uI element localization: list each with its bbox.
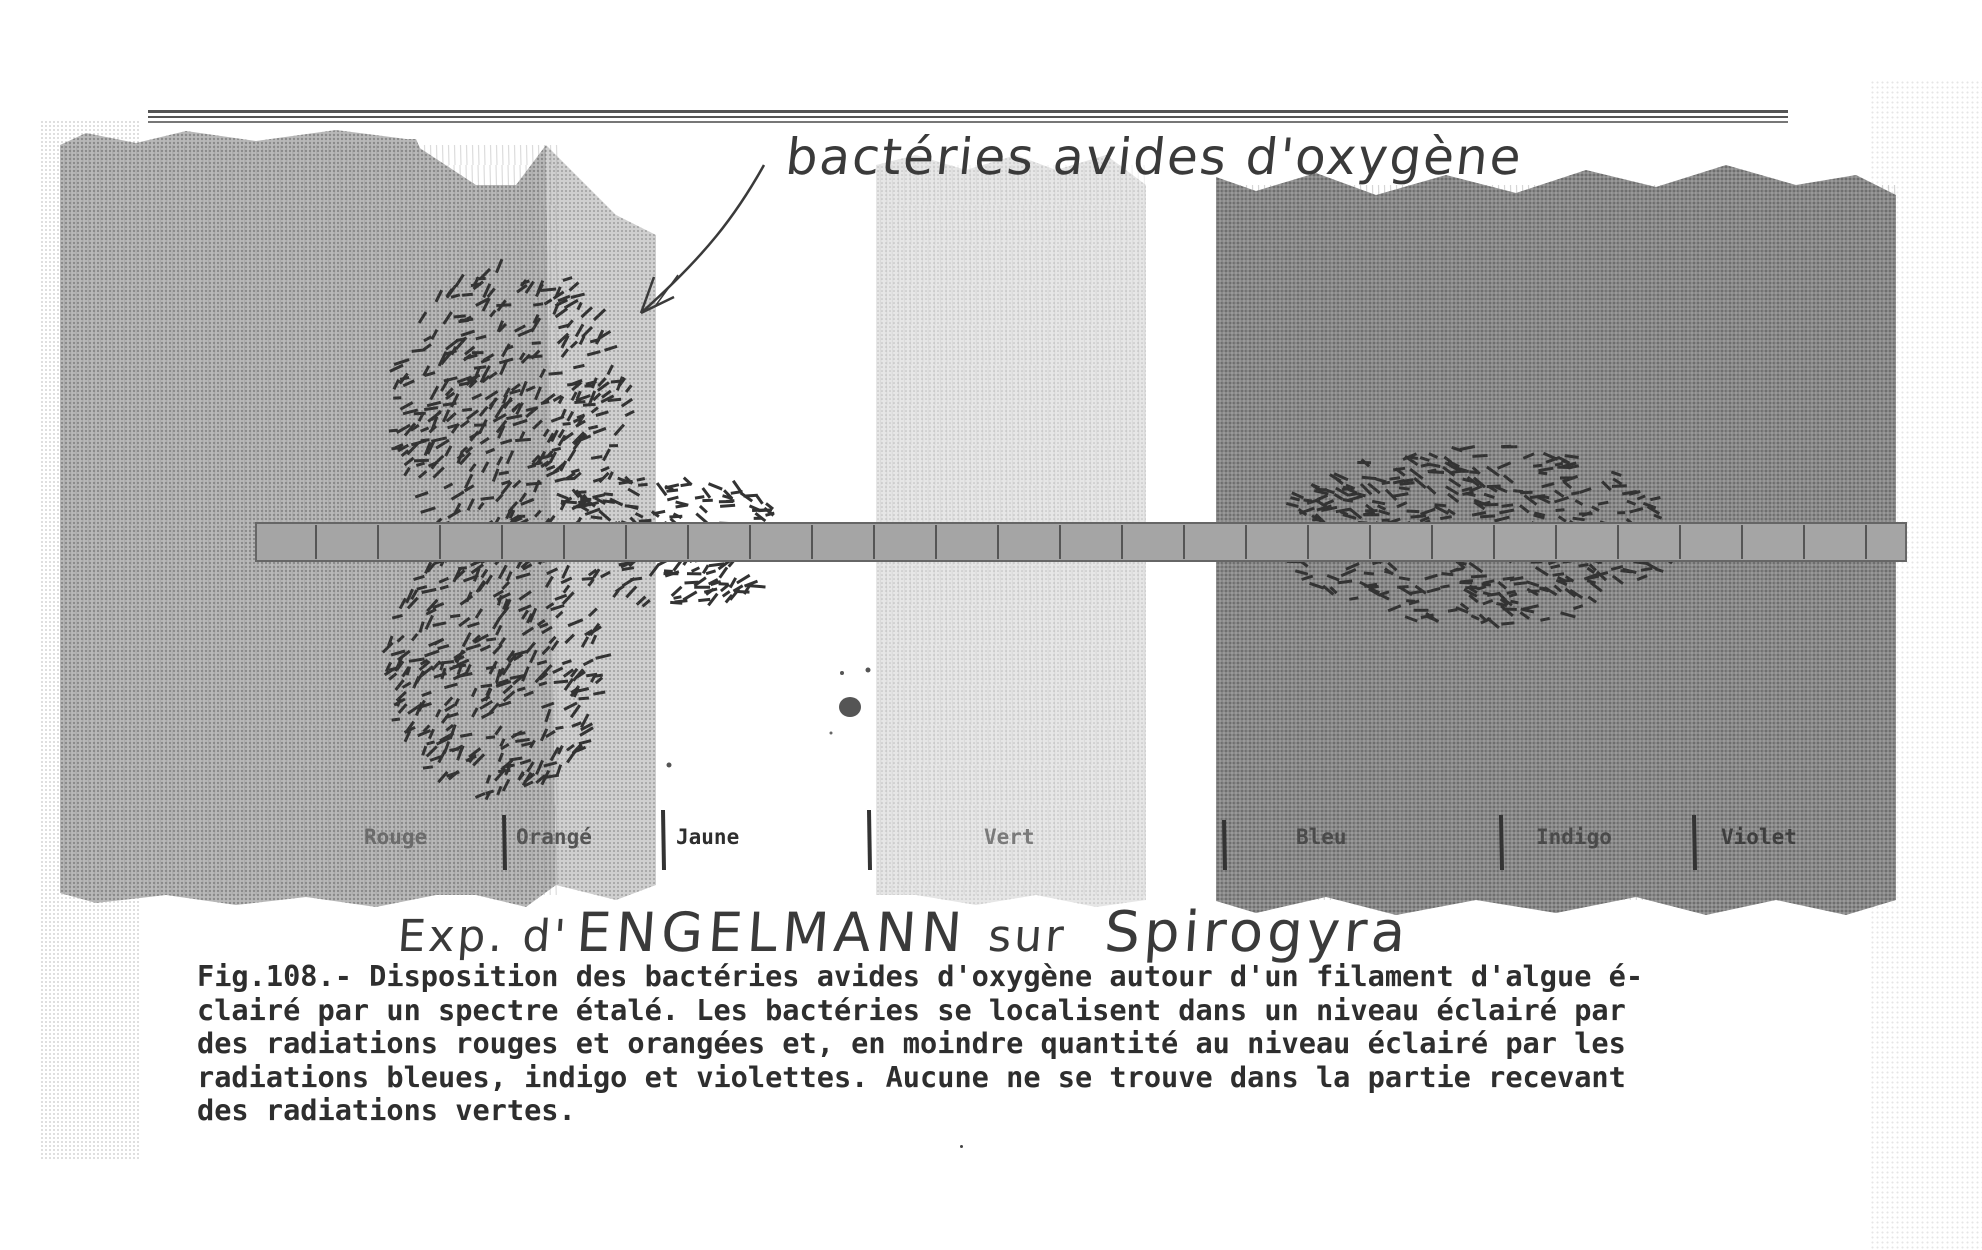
bacterium: [456, 339, 465, 341]
bacterium: [1364, 573, 1374, 574]
bacterium: [766, 513, 775, 515]
bacterium: [1407, 511, 1420, 512]
bacterium: [1507, 591, 1516, 593]
bacterium: [1641, 568, 1652, 570]
spectrum-label-orange: Orangé: [516, 825, 592, 849]
bacterium: [591, 517, 602, 518]
bacterium: [1480, 516, 1495, 517]
bacterium: [515, 739, 529, 741]
caption-line: des radiations vertes.: [197, 1093, 576, 1127]
bacterium: [1404, 480, 1413, 481]
caption-line: clairé par un spectre étalé. Les bactéries se localisent dans un niveau éclairé par: [197, 992, 1626, 1027]
caption-line: radiations bleues, indigo et violettes. Aucune ne se trouve dans la partie recevant: [197, 1059, 1626, 1094]
bacterium: [1440, 586, 1449, 588]
spectrum-label-violet: Violet: [1721, 825, 1797, 849]
bacterium: [1304, 500, 1312, 501]
top-rule: [148, 116, 1788, 118]
stray-mark: [960, 1145, 963, 1148]
spectrum-label-bleu: Bleu: [1296, 825, 1347, 849]
bacterium: [1540, 618, 1549, 620]
bacterium: [766, 503, 773, 509]
bacterium: [676, 505, 687, 507]
bacterium: [549, 373, 563, 374]
algae-filament: [256, 523, 1906, 561]
spectrum-label-rouge: Rouge: [364, 825, 428, 849]
spectrum-label-indigo: Indigo: [1536, 825, 1612, 849]
bacterium: [750, 586, 766, 587]
bacterium: [1502, 505, 1514, 507]
bacterium: [704, 589, 717, 592]
bacterium: [675, 601, 688, 602]
bacterium: [622, 568, 634, 570]
bacterium: [443, 403, 457, 405]
caption-line: Fig.108.- Disposition des bactéries avides d'oxygène autour d'un filament d'algue é-: [197, 959, 1644, 993]
bacterium: [499, 472, 509, 474]
bacterium: [1612, 486, 1627, 487]
bacterium: [1399, 488, 1410, 489]
bacterium: [692, 568, 700, 572]
bacterium: [1555, 463, 1563, 465]
bacterium: [664, 571, 673, 572]
bacterium: [532, 343, 541, 344]
bacterium: [1397, 587, 1409, 588]
bacterium: [414, 413, 426, 414]
bacterium: [591, 457, 602, 459]
bacterium: [638, 484, 648, 485]
bacterium: [1485, 504, 1499, 505]
bacterium: [552, 448, 561, 450]
bacterium: [1553, 574, 1564, 576]
bacterium: [496, 305, 511, 306]
bacterium: [1530, 496, 1545, 498]
bacterium: [709, 484, 723, 490]
bacterium: [733, 481, 741, 492]
caption-line: des radiations rouges et orangées et, en moindre quantité au niveau éclairé par les: [197, 1026, 1626, 1060]
bacterium: [527, 356, 543, 357]
bacterium: [1571, 493, 1579, 495]
bacterium: [1451, 471, 1461, 473]
figure-caption: [197, 960, 1837, 1128]
bacterium: [698, 599, 710, 600]
bacterium: [669, 516, 682, 517]
bacterium: [1428, 470, 1437, 472]
bacterium: [1406, 601, 1415, 602]
bacterium: [554, 681, 568, 682]
bacterium: [1462, 492, 1473, 494]
bacterium: [1514, 583, 1527, 584]
bacterium: [481, 498, 494, 500]
bacterium: [608, 399, 622, 400]
bacterium: [720, 505, 735, 506]
specks: [667, 668, 871, 768]
bacterium: [1382, 482, 1390, 483]
bacterium: [1620, 571, 1632, 572]
bacterium: [414, 460, 429, 461]
bacterium: [593, 675, 603, 677]
bacterium: [462, 294, 473, 295]
bacterium: [604, 494, 613, 495]
bacterium: [486, 737, 495, 738]
bacterium: [685, 582, 699, 583]
bacterium: [439, 662, 454, 664]
bacterium: [1349, 598, 1358, 600]
bacterium: [450, 615, 460, 616]
bacterium: [1441, 574, 1453, 575]
bacterium: [723, 591, 730, 596]
bacterium: [1565, 456, 1579, 458]
bacterium: [1510, 601, 1518, 603]
bacterium: [582, 578, 594, 579]
bacterium: [1440, 517, 1452, 519]
bacteria-annotation: bactéries avides d'oxygène: [782, 128, 1526, 186]
bacterium: [1579, 565, 1589, 567]
bacterium: [758, 510, 772, 511]
bacterium: [541, 289, 557, 291]
bacterium: [674, 597, 682, 599]
bacterium: [672, 587, 682, 596]
bacterium: [1482, 584, 1491, 585]
bacterium: [683, 592, 696, 600]
bacterium: [696, 514, 707, 523]
spectrum-label-vert: Vert: [984, 825, 1035, 849]
bacterium: [579, 698, 589, 699]
experiment-title-connector: sur: [986, 911, 1069, 962]
bacterium: [589, 426, 598, 428]
experiment-title-prefix: Exp. d': [395, 911, 571, 962]
bacterium: [424, 408, 438, 410]
bacterium: [515, 439, 531, 440]
bacterium: [1362, 477, 1377, 478]
engelmann-experiment-illustration: [56, 125, 1916, 925]
bacterium: [1472, 456, 1487, 457]
bacterium: [1539, 588, 1548, 589]
bacterium: [561, 501, 577, 502]
bacterium: [481, 685, 492, 687]
bacterium: [1411, 516, 1427, 517]
bacterium: [392, 719, 400, 720]
bacterium: [706, 571, 716, 574]
bacterium: [1483, 593, 1491, 595]
bacterium: [667, 497, 678, 500]
bacterium: [657, 483, 666, 495]
bacterium: [639, 520, 652, 521]
experiment-title-organism: Spirogyra: [1102, 900, 1412, 965]
bacterium: [1448, 610, 1457, 612]
bacterium: [1501, 623, 1514, 624]
bacterium: [1390, 478, 1401, 480]
annotation-arrow: [641, 165, 764, 313]
bacterium: [700, 506, 707, 513]
bacterium: [458, 568, 467, 569]
bacterium: [574, 402, 585, 403]
bacterium: [737, 575, 750, 583]
bacterium: [1348, 494, 1357, 496]
bacterium: [1454, 569, 1463, 571]
bacterium: [526, 483, 542, 484]
bacterium: [1399, 578, 1410, 580]
bacterium: [1573, 518, 1585, 520]
bacterium: [737, 592, 750, 593]
bacterium: [389, 430, 398, 431]
bacterium: [471, 284, 481, 286]
bacterium: [533, 304, 543, 305]
bacterium: [637, 479, 645, 481]
bacterium: [1460, 583, 1473, 584]
bacterium: [1598, 502, 1608, 504]
bacterium: [1513, 491, 1523, 492]
bacterium: [423, 767, 433, 768]
bacterium: [1471, 576, 1487, 577]
bacterium: [454, 316, 466, 317]
experiment-title: [396, 900, 1412, 965]
bacterium: [1400, 483, 1415, 485]
bacterium: [695, 497, 704, 499]
bacterium: [1551, 566, 1560, 568]
bacterium: [1556, 510, 1565, 511]
bacterium: [1342, 488, 1353, 490]
bacterium: [1338, 581, 1353, 583]
bacterium: [563, 424, 571, 425]
bacterium: [730, 578, 736, 588]
top-rule: [148, 121, 1788, 123]
bacterium: [412, 350, 426, 352]
bacterium: [532, 463, 543, 465]
bacterium: [1533, 465, 1542, 466]
experiment-title-name: ENGELMANN: [574, 901, 969, 964]
bacterium: [1558, 580, 1571, 582]
bacterium: [719, 584, 729, 585]
bacterium: [1343, 500, 1353, 502]
bacterium: [744, 495, 758, 496]
top-rule: [148, 110, 1788, 113]
bacterium: [556, 727, 564, 728]
spectrum-label-jaune: Jaune: [676, 825, 740, 849]
bacterium: [462, 409, 472, 410]
bacterium: [486, 667, 496, 669]
bacterium: [486, 639, 496, 640]
bacterium: [1539, 473, 1548, 474]
